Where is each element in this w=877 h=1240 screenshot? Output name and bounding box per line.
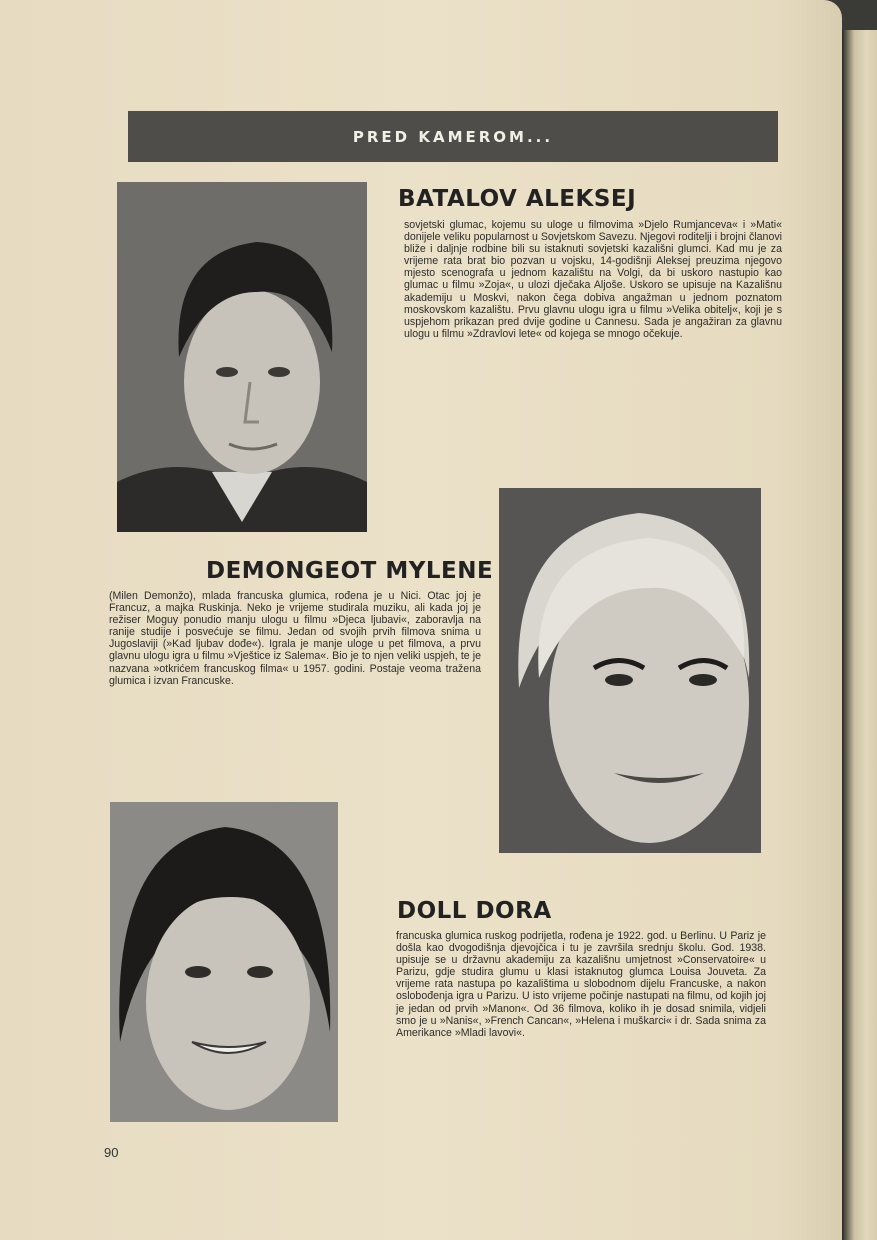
article-name-demongeot: DEMONGEOT MYLENE xyxy=(206,558,494,584)
portrait-photo-demongeot xyxy=(499,488,761,853)
article-name-batalov: BATALOV ALEKSEJ xyxy=(398,186,637,212)
page-number: 90 xyxy=(104,1145,119,1160)
article-bio-demongeot: (Milen Demonžo), mlada francuska glumica, rođena je u Nici. Otac joj je Francuz, a majka Ruskinja. Neko je vrijeme studirala muziku, ali kada joj je režiser Moguy ponudio manju ulogu u filmu »Djeca ljubavi«, zaboravlja na ranije studije i posvećuje se filmu. Jedan od svojih prvih filmova snima u Jugoslaviji (»Kad ljubav dođe«). Igrala je manje uloge u pet filmova, a prvu glavnu ulogu igra u filmu »Vještice iz Salema«. Bio je to njen veliki uspjeh, te je nazvana »otkrićem francuskog filma« u 1957. godini. Postaje veoma tražena glumica i izvan Francuske. xyxy=(109,590,481,687)
article-name-doll: DOLL DORA xyxy=(397,898,552,924)
article-bio-doll: francuska glumica ruskog podrijetla, rođena je 1922. god. u Berlinu. U Pariz je došla kao dvogodišnja djevojčica i tu je završila srednju školu. God. 1938. upisuje se u državnu akademiju za kazališnu umjetnost »Conservatoire« u Parizu, gdje studira glumu u klasi istaknutog glumca Louisa Jouveta. Za vrijeme rata nastupa po kazalištima u slobodnom dijelu Francuske, a nakon oslobođenja igra u Parizu. U isto vrijeme počinje nastupati na filmu, od kojih joj je jedan od prvih »Manon«. Od 36 filmova, koliko ih je dosad snimila, vidjeli smo je u »Nanis«, »French Cancan«, »Helena i muškarci« i dr. Sada snima za Amerikance »Mladi lavovi«. xyxy=(396,930,766,1039)
banner-title: PRED KAMEROM... xyxy=(352,127,554,146)
portrait-photo-batalov xyxy=(117,182,367,532)
page-edge xyxy=(842,30,877,1240)
portrait-photo-doll xyxy=(110,802,338,1122)
section-banner xyxy=(128,111,778,162)
article-bio-batalov: sovjetski glumac, kojemu su uloge u filmovima »Djelo Rumjanceva« i »Mati« donijele veliku popularnost u Sovjetskom Savezu. Njegovi roditelji i brojni članovi bliže i daljnje rodbine bili su istaknuti sovjetski kazališni glumci. Kad mu je za vrijeme rata brat bio pozvan u vojsku, 14-godišnji Aleksej preuzima njegovo mjesto scenografa u jednom kazalištu na Volgi, da bi uskoro nastupio kao glumac u filmu »Zoja«, u ulozi dječaka Aljoše. Uskoro se upisuje na Kazališnu akademiju u Moskvi, nakon čega dobiva angažman u jednom poznatom moskovskom kazalištu. Prvu glavnu ulogu igra u filmu »Velika obitelj«, koji je s uspjehom prikazan pred dvije godine u Cannesu. Sada je angažiran za glavnu ulogu u filmu »Zdravlovi lete« od kojega se mnogo očekuje. xyxy=(404,219,782,340)
